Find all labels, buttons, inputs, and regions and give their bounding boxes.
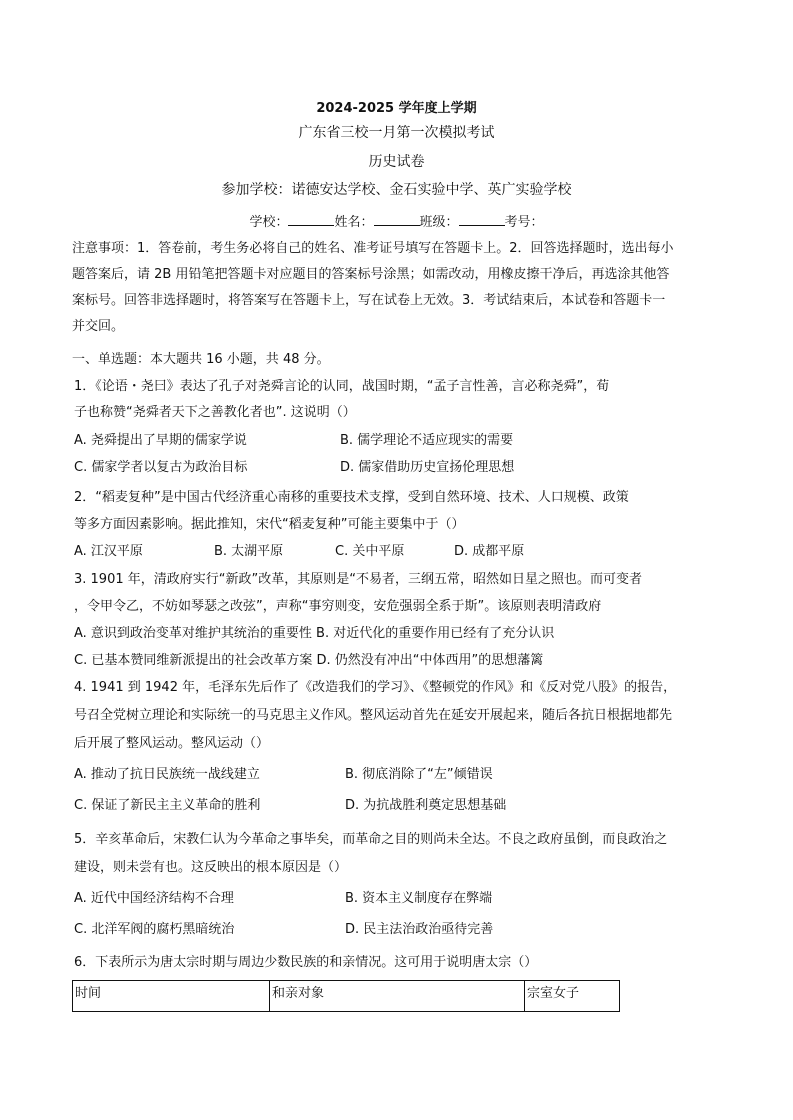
school-blank[interactable]: [288, 213, 334, 226]
notes-line: 并交回。: [72, 319, 125, 334]
option-c[interactable]: C. 北洋军阀的腐朽黑暗统治: [74, 922, 235, 937]
name-blank[interactable]: [374, 213, 420, 226]
school-label: 学校：: [249, 215, 289, 230]
term-title: 2024-2025 学年度上学期: [316, 101, 477, 116]
marriage-table: [72, 980, 620, 1012]
option-b[interactable]: B. 儒学理论不适应现实的需要: [340, 433, 514, 448]
option-a-b[interactable]: A. 意识到政治变革对维护其统治的重要性 B. 对近代化的重要作用已经有了充分认识: [74, 626, 555, 641]
question-stem: ，令甲令乙，不妨如琴瑟之改弦”，声称“事穷则变，安危强弱全系于斯”。该原则表明清政府: [74, 599, 602, 614]
question-stem: 4. 1941 到 1942 年，毛泽东先后作了《改造我们的学习》、《整顿党的作风》和《反对党八股》的报告，: [74, 680, 677, 695]
option-c-d[interactable]: C. 已基本赞同维新派提出的社会改革方案 D. 仍然没有冲出“中体西用”的思想藩篱: [74, 653, 544, 668]
header-partner: 和亲对象: [270, 981, 525, 1012]
option-b[interactable]: B. 太湖平原: [214, 544, 284, 559]
option-b[interactable]: B. 资本主义制度存在弊端: [345, 891, 493, 906]
question-stem: 2．“稻麦复种”是中国古代经济重心南移的重要技术支撑，受到自然环境、技术、人口规模、政策: [74, 490, 629, 505]
option-a[interactable]: A. 推动了抗日民族统一战线建立: [74, 767, 260, 782]
question-stem: 子也称赞“尧舜者天下之善教化者也”. 这说明（）: [74, 405, 356, 420]
option-d[interactable]: D. 成都平原: [454, 544, 525, 559]
student-info-row: [0, 211, 793, 230]
option-c[interactable]: C. 关中平原: [335, 544, 405, 559]
question-stem: 建设，则未尝有也。这反映出的根本原因是（）: [74, 860, 348, 875]
name-label: 姓名：: [334, 215, 374, 230]
notes-line: 题答案后，请 2B 用铅笔把答题卡对应题目的答案标号涂黑；如需改动，用橡皮擦干净后，再选涂其他答: [72, 267, 670, 282]
question-stem: 5．辛亥革命后，宋教仁认为今革命之事毕矣，而革命之目的则尚未全达。不良之政府虽倒，而良政治之: [74, 832, 668, 847]
number-label: 考号：: [504, 215, 544, 230]
question-stem: 1．《论语・尧曰》表达了孔子对尧舜言论的认同，战国时期，“孟子言性善，言必称尧舜”，荀: [74, 379, 610, 394]
option-d[interactable]: D. 民主法治政治亟待完善: [345, 922, 494, 937]
question-stem: 号召全党树立理论和实际统一的马克思主义作风。整风运动首先在延安开展起来，随后各抗日根据地都先: [74, 708, 673, 723]
notes-line: 案标号。回答非选择题时，将答案写在答题卡上，写在试卷上无效。3．考试结束后，本试卷和答题卡一: [72, 293, 666, 308]
class-blank[interactable]: [459, 213, 505, 226]
option-a[interactable]: A. 近代中国经济结构不合理: [74, 891, 234, 906]
section-heading: 一、单选题：本大题共 16 小题，共 48 分。: [72, 352, 330, 367]
question-stem: 3. 1901 年，清政府实行“新政”改革，其原则是“不易者，三纲五常，昭然如日星之照也。而可变者: [74, 572, 642, 587]
option-c[interactable]: C. 保证了新民主主义革命的胜利: [74, 798, 261, 813]
exam-title: 广东省三校一月第一次模拟考试: [298, 125, 495, 141]
option-a[interactable]: A. 尧舜提出了早期的儒家学说: [74, 433, 247, 448]
option-c[interactable]: C. 儒家学者以复古为政治目标: [74, 460, 248, 475]
notes-line: 注意事项：1．答卷前，考生务必将自己的姓名、准考证号填写在答题卡上。2．回答选择题时，选出每小: [72, 241, 674, 256]
participating-schools: 参加学校：诺德安达学校、金石实验中学、英广实验学校: [221, 182, 572, 198]
question-stem: 后开展了整风运动。整风运动（）: [74, 736, 270, 751]
question-stem: 等多方面因素影响。据此推知，宋代“稻麦复种”可能主要集中于（）: [74, 517, 465, 532]
header-princess: 宗室女子: [525, 981, 620, 1012]
header-time: 时间: [73, 981, 270, 1012]
option-d[interactable]: D. 儒家借助历史宣扬伦理思想: [340, 460, 515, 475]
option-d[interactable]: D. 为抗战胜利奠定思想基础: [345, 798, 507, 813]
option-a[interactable]: A. 江汉平原: [74, 544, 143, 559]
class-label: 班级：: [419, 215, 459, 230]
option-b[interactable]: B. 彻底消除了“左”倾错误: [345, 767, 493, 782]
subject-title: 历史试卷: [368, 154, 425, 170]
table-header-row: [73, 981, 620, 1012]
question-stem: 6．下表所示为唐太宗时期与周边少数民族的和亲情况。这可用于说明唐太宗（）: [74, 955, 538, 970]
